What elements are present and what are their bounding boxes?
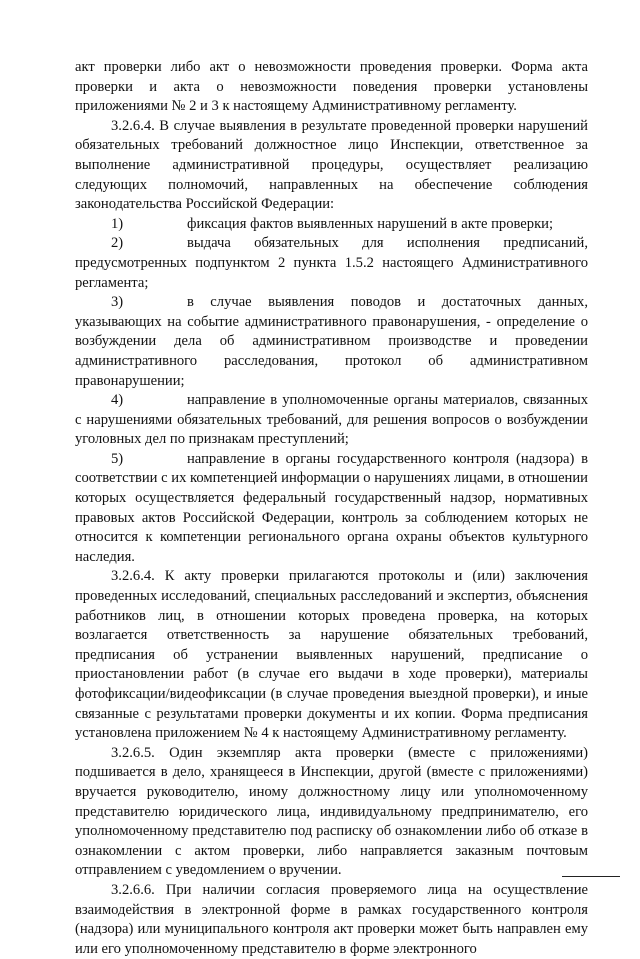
footer-rule [562,876,620,877]
list-item-number: 1) [111,215,124,232]
list-item-text: направление в уполномоченные органы материалов, связанных с нарушениями обязательных требований, для решения вопросов о возбуждении уголовных дел по признакам преступлений; [75,392,588,448]
list-item-number: 5) [111,450,124,467]
paragraph-3266: 3.2.6.6. При наличии согласия проверяемого лица на осуществление взаимодействия в электронной форме в рамках государственного контроля (надзора) или муниципального контроля акт проверки может быть направлен ему или его уполномоченному представителю в форме электронного [75,881,588,957]
paragraph-3265: 3.2.6.5. Один экземпляр акта проверки (вместе с приложениями) подшивается в дело, хранящееся в Инспекции, другой (вместе с приложениями) вручается руководителю, иному должностному лицу или уполномоченному представителю юридического лица, индивидуальному предпринимателю, его уполномоченному представителю под расписку об ознакомлении либо об отказе в ознакомлении с актом проверки, либо направляется заказным почтовым отправлением с уведомлением о вручении. [75,744,588,879]
list-item-number: 4) [111,392,124,409]
list-item [75,450,588,568]
list-item [75,293,588,391]
list-item [75,215,588,235]
list-item-text: направление в органы государственного контроля (надзора) в соответствии с их компетенцией информации о нарушениях лицами, в отношении которых осуществляется федеральный государственный надзор, нормативных правовых актов Российской Федерации, контроль за соблюдением которых не относится к компетенции регионального органа охраны объектов культурного наследия. [75,450,588,565]
paragraph-3264-b: 3.2.6.4. К акту проверки прилагаются протоколы и (или) заключения проведенных исследований, специальных расследований и экспертиз, объяснения работников лиц, в отношении которых проведена проверка, на которых возлагается ответственность за нарушение обязательных требований, предписания об устранении выявленных нарушений, предписание о приостановлении работ (в случае его выдачи в ходе проверки), материалы фотофиксации/видеофиксации (в случае проведения выездной проверки), и иные связанные с результатами проверки документы и их копии. Форма предписания установлена приложением № 4 к настоящему Административному регламенту. [75,568,588,742]
list-item-number: 3) [111,294,124,311]
list-item-number: 2) [111,235,124,252]
paragraph-3264-a: 3.2.6.4. В случае выявления в результате проведенной проверки нарушений обязательных требований должностное лицо Инспекции, ответственное за выполнение административной процедуры, осуществляет реализацию следующих полномочий, направленных на обеспечение соблюдения законодательства Российской Федерации: [75,117,588,213]
document-page [75,58,588,959]
paragraph-intro: акт проверки либо акт о невозможности проведения проверки. Форма акта проверки и акта о невозможности поведения проверки установлены приложениями № 2 и 3 к настоящему Административному регламенту. [75,59,588,115]
list-item-text: в случае выявления поводов и достаточных данных, указывающих на событие административного правонарушения, - определение о возбуждении дела об административном производстве и проведении административного расследования, протокол об административном правонарушении; [75,294,588,389]
list-item-text: выдача обязательных для исполнения предписаний, предусмотренных подпунктом 2 пункта 1.5.2 настоящего Административного регламента; [75,235,588,291]
list-item [75,391,588,450]
list-item [75,234,588,293]
list-item-text: фиксация фактов выявленных нарушений в акте проверки; [187,215,554,232]
